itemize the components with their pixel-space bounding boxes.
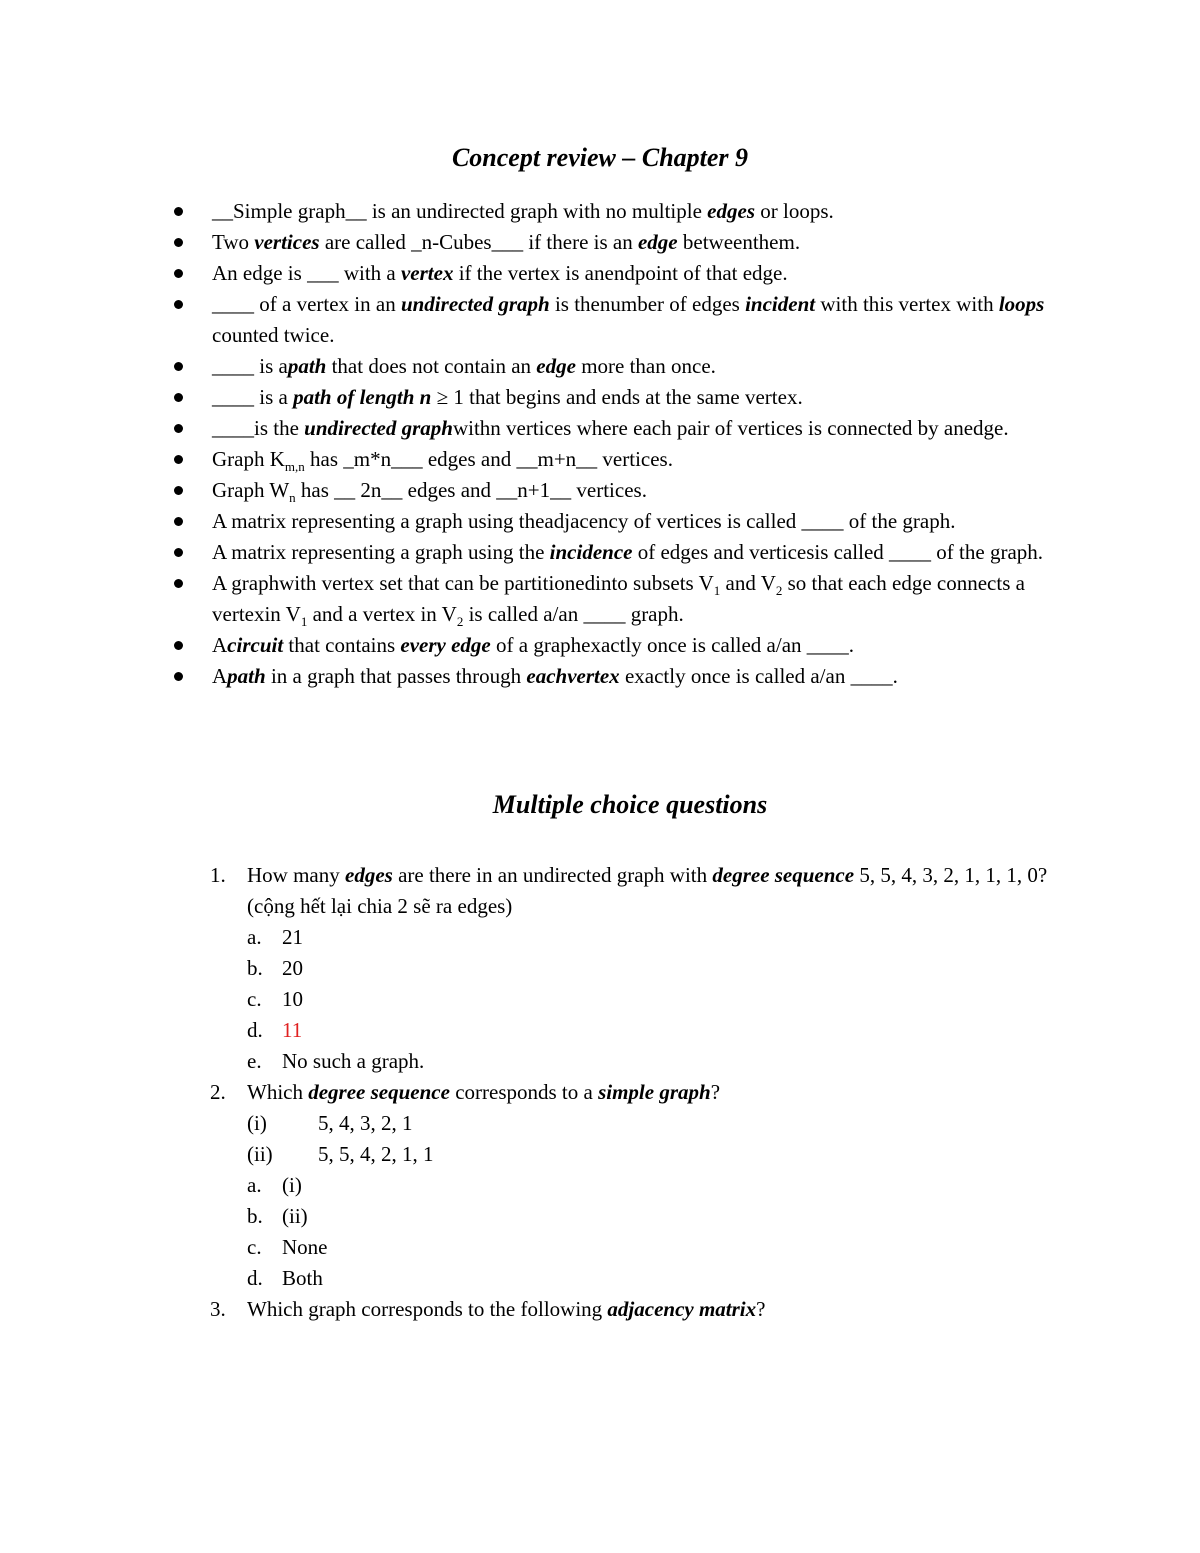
subscript: 1 <box>713 583 721 599</box>
option-text: Both <box>282 1266 323 1290</box>
emphasis-term: degree sequence <box>308 1080 450 1104</box>
subscript: 2 <box>775 583 783 599</box>
text-run: is called a/an ____ graph. <box>463 602 684 626</box>
emphasis-term: edges <box>345 863 393 887</box>
emphasis-term: edge <box>637 230 678 254</box>
concept-item <box>170 630 1070 661</box>
question-number: 3. <box>210 1297 226 1321</box>
subscript: 1 <box>300 614 308 630</box>
answer-option <box>210 984 1090 1015</box>
question <box>210 860 1090 922</box>
text-run: or loops. <box>755 199 834 223</box>
emphasis-term: vertex <box>400 261 454 285</box>
text-run: is thenumber of edges <box>549 292 746 316</box>
option-text: 21 <box>282 925 303 949</box>
text-run: has __ 2n__ edges and __n+1__ vertices. <box>295 478 647 502</box>
text-run: ? <box>710 1080 721 1104</box>
text-run: and V <box>720 571 776 595</box>
emphasis-term: path <box>287 354 327 378</box>
option-letter: c. <box>247 987 262 1011</box>
answer-option <box>210 1170 1090 1201</box>
text-run: How many <box>247 863 345 887</box>
question <box>210 1077 1090 1108</box>
emphasis-term: degree sequence <box>712 863 855 887</box>
option-letter: a. <box>247 1173 262 1197</box>
text-run: that does not contain an <box>326 354 537 378</box>
page-title: Concept review – Chapter 9 <box>451 143 749 172</box>
concept-item <box>170 382 1070 413</box>
concept-list <box>170 196 1070 692</box>
text-run: of a graphexactly once is called a/an ____. <box>490 633 855 657</box>
text-run: counted twice. <box>212 323 335 347</box>
sequence-text: 5, 5, 4, 2, 1, 1 <box>318 1142 434 1166</box>
answer-option <box>210 1263 1090 1294</box>
option-text: No such a graph. <box>282 1049 425 1073</box>
text-run: Graph W <box>212 478 290 502</box>
option-letter: b. <box>247 956 263 980</box>
text-run: __Simple graph__ is an undirected graph with no multiple <box>212 199 708 223</box>
text-run: Which <box>247 1080 309 1104</box>
emphasis-term: loops <box>998 292 1045 316</box>
concept-item <box>170 661 1070 692</box>
text-run: Which graph corresponds to the following <box>247 1297 608 1321</box>
answer-option <box>210 1015 1090 1046</box>
concept-item <box>170 444 1070 475</box>
text-run: corresponds to a <box>449 1080 599 1104</box>
concept-item <box>170 351 1070 382</box>
option-text: 20 <box>282 956 303 980</box>
text-run: An edge is ___ with a <box>212 261 401 285</box>
sequence-item <box>210 1139 1090 1170</box>
text-run: A <box>212 664 228 688</box>
question-list <box>210 860 1090 1325</box>
question-number: 1. <box>210 863 226 887</box>
emphasis-term: edge <box>536 354 576 378</box>
text-run: ? <box>756 1297 766 1321</box>
answer-option <box>210 1201 1090 1232</box>
text-run: A matrix representing a graph using theadjacency of vertices is called ____ of the graph. <box>212 509 956 533</box>
sequence-text: 5, 4, 3, 2, 1 <box>318 1111 413 1135</box>
option-letter: d. <box>247 1018 263 1042</box>
answer-option <box>210 1046 1090 1077</box>
text-run: more than once. <box>575 354 716 378</box>
subscript: m,n <box>284 459 305 475</box>
text-run: that contains <box>283 633 401 657</box>
subscript: 2 <box>456 614 464 630</box>
answer-option <box>210 922 1090 953</box>
emphasis-term: vertices <box>254 230 320 254</box>
text-run: if the vertex is anendpoint of that edge. <box>453 261 788 285</box>
emphasis-term: undirected graph <box>400 292 550 316</box>
emphasis-term: edges <box>707 199 755 223</box>
subscript: n <box>289 490 296 506</box>
concept-item <box>170 475 1070 506</box>
sequence-label: (ii) <box>247 1142 273 1166</box>
emphasis-term: incident <box>745 292 816 316</box>
section-title: Multiple choice questions <box>492 790 768 819</box>
option-letter: a. <box>247 925 262 949</box>
sequence-label: (i) <box>247 1111 267 1135</box>
concept-item <box>170 537 1070 568</box>
sequence-item <box>210 1108 1090 1139</box>
emphasis-term: circuit <box>227 633 284 657</box>
emphasis-term: adjacency matrix <box>607 1297 757 1321</box>
question-number: 2. <box>210 1080 226 1104</box>
text-run: A <box>212 633 228 657</box>
answer-option <box>210 953 1090 984</box>
text-run: are there in an undirected graph with <box>392 863 713 887</box>
option-text: (i) <box>282 1173 302 1197</box>
emphasis-term: incidence <box>549 540 633 564</box>
concept-item <box>170 413 1070 444</box>
text-run: ____ is a <box>212 354 288 378</box>
option-text: 11 <box>282 1018 303 1042</box>
option-text: (ii) <box>282 1204 308 1228</box>
text-run: A graphwith vertex set that can be partitionedinto subsets V <box>212 571 714 595</box>
option-letter: d. <box>247 1266 263 1290</box>
text-run: has _m*n___ edges and __m+n__ vertices. <box>304 447 673 471</box>
text-run: Two <box>212 230 255 254</box>
text-run: betweenthem. <box>677 230 801 254</box>
text-run: ____is the <box>212 416 305 440</box>
text-run: A matrix representing a graph using the <box>212 540 550 564</box>
concept-item <box>170 506 1070 537</box>
text-run: with this vertex with <box>815 292 999 316</box>
emphasis-term: path <box>227 664 266 688</box>
text-run: and a vertex in V <box>307 602 457 626</box>
option-text: None <box>282 1235 328 1259</box>
concept-item <box>170 568 1070 630</box>
text-run: ____ is a <box>212 385 294 409</box>
option-letter: e. <box>247 1049 262 1073</box>
emphasis-term: eachvertex <box>526 664 620 688</box>
emphasis-term: simple graph <box>598 1080 711 1104</box>
text-run: 5, 5, 4, 3, 2, 1, 1, 1, 0? (cộng hết lại chia 2 sẽ ra edges) <box>247 863 1048 918</box>
text-run: ____ of a vertex in an <box>212 292 401 316</box>
text-run: are called _n-Cubes___ if there is an <box>319 230 638 254</box>
option-letter: b. <box>247 1204 263 1228</box>
text-run: so that each edge connects a vertexin V <box>212 571 1025 626</box>
text-run: in a graph that passes through <box>265 664 527 688</box>
emphasis-term: undirected graph <box>304 416 453 440</box>
option-text: 10 <box>282 987 303 1011</box>
concept-item <box>170 227 1070 258</box>
text-run: of edges and verticesis called ____ of the graph. <box>632 540 1044 564</box>
concept-item <box>170 289 1070 351</box>
emphasis-term: every edge <box>400 633 491 657</box>
option-letter: c. <box>247 1235 262 1259</box>
concept-item <box>170 196 1070 227</box>
text-run: Graph K <box>212 447 285 471</box>
text-run: withn vertices where each pair of vertices is connected by anedge. <box>452 416 1009 440</box>
concept-item <box>170 258 1070 289</box>
answer-option <box>210 1232 1090 1263</box>
question <box>210 1294 1090 1325</box>
emphasis-term: path of length n <box>293 385 432 409</box>
text-run: ≥ 1 that begins and ends at the same vertex. <box>431 385 803 409</box>
text-run: exactly once is called a/an ____. <box>619 664 898 688</box>
